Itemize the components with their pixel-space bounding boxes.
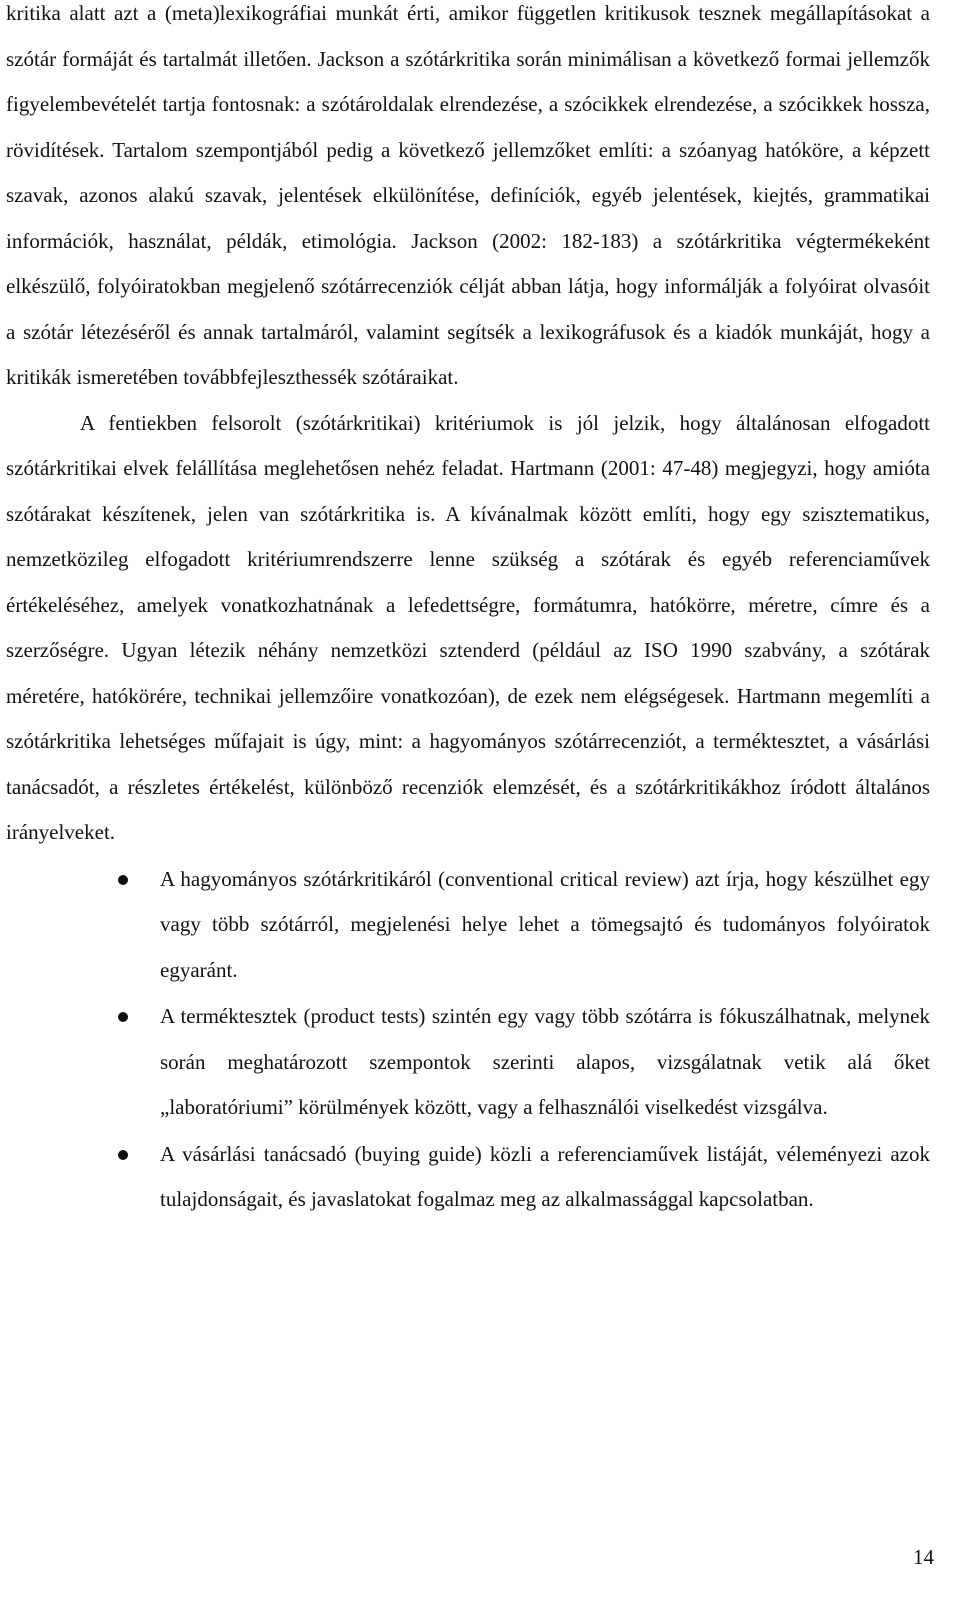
bullet-text: A hagyományos szótárkritikáról (conventional critical review) azt írja, hogy készülhet egy vagy több szótárról, megjelenési helye lehet a tömegsajtó és tudományos folyóiratok egyaránt. (160, 866, 930, 982)
body-text (6, 0, 930, 1223)
bullet-dot-icon (118, 1012, 128, 1022)
bullet-dot-icon (118, 1150, 128, 1160)
bullet-item-conventional-review (6, 857, 930, 994)
bullet-text: A vásárlási tanácsadó (buying guide) közli a referenciaművek listáját, véleményezi azok tulajdonságait, és javaslatokat fogalmaz meg az alkalmassággal kapcsolatban. (160, 1141, 930, 1211)
paragraph-1: kritika alatt azt a (meta)lexikográfiai munkát érti, amikor független kritikusok tesznek megállapításokat a szótár formáját és tartalmát illetően. Jackson a szótárkritika során minimálisan a következő formai jellemzők figyelembevételét tartja fontosnak: a szótároldalak elrendezése, a szócikkek elrendezése, a szócikkek hossza, rövidítések. Tartalom szempontjából pedig a következő jellemzőket említi: a szóanyag hatóköre, a képzett szavak, azonos alakú szavak, jelentések elkülönítése, definíciók, egyéb jelentések, kiejtés, grammatikai információk, használat, példák, etimológia. Jackson (2002: 182-183) a szótárkritika végtermékeként elkészülő, folyóiratokban megjelenő szótárrecenziók célját abban látja, hogy informálják a folyóirat olvasóit a szótár létezéséről és annak tartalmáról, valamint segítsék a lexikográfusok és a kiadók munkáját, hogy a kritikák ismeretében továbbfejleszthessék szótáraikat. (6, 1, 930, 389)
bullet-item-product-tests (6, 994, 930, 1131)
bullet-text: A terméktesztek (product tests) szintén egy vagy több szótárra is fókuszálhatnak, melynek során meghatározott szempontok szerinti alapos, vizsgálatnak vetik alá őket „laboratóriumi” körülmények között, vagy a felhasználói viselkedést vizsgálva. (160, 1004, 930, 1119)
bullet-dot-icon (118, 875, 128, 885)
page-number: 14 (913, 1545, 934, 1569)
paragraph-2: A fentiekben felsorolt (szótárkritikai) kritériumok is jól jelzik, hogy általánosan elfogadott szótárkritikai elvek felállítása meglehetősen nehéz feladat. Hartmann (2001: 47-48) megjegyzi, hogy amióta szótárakat készítenek, jelen van szótárkritika is. A kívánalmak között említi, hogy egy szisztematikus, nemzetközileg elfogadott kritériumrendszerre lenne szükség a szótárak és egyéb referenciaművek értékeléséhez, amelyek vonatkozhatnának a lefedettségre, formátumra, hatókörre, méretre, címre és a szerzőségre. Ugyan létezik néhány nemzetközi sztenderd (például az ISO 1990 szabvány, a szótárak méretére, hatókörére, technikai jellemzőire vonatkozóan), de ezek nem elégségesek. Hartmann megemlíti a szótárkritika lehetséges műfajait is úgy, mint: a hagyományos szótárrecenziót, a terméktesztet, a vásárlási tanácsadót, a részletes értékelést, különböző recenziók elemzését, és a szótárkritikákhoz íródott általános irányelveket. (6, 410, 930, 844)
bullet-list (6, 857, 930, 1223)
bullet-item-buying-guide (6, 1132, 930, 1223)
